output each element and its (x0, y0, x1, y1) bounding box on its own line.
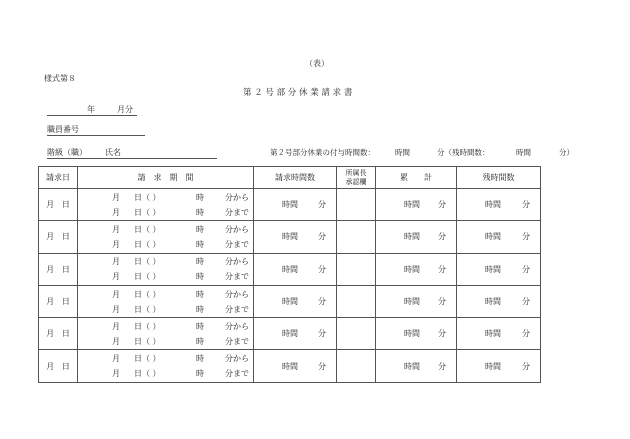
remaining-cell[interactable] (457, 350, 541, 382)
granted-hours-line (270, 147, 574, 159)
grade-label: 階級（職） (47, 148, 87, 157)
request-hours-cell[interactable] (254, 350, 337, 382)
form-number: 様式第８ (44, 74, 76, 83)
table-row (39, 318, 541, 350)
cell-text: 日 (61, 200, 70, 210)
cell-text: 分から (225, 257, 249, 267)
cell-text: 日（ ） (134, 239, 161, 249)
cell-text: 分 (522, 361, 530, 371)
cell-text: 日 (61, 361, 70, 371)
table-row (39, 285, 541, 317)
remaining-label: 分（残時間数： (437, 148, 490, 157)
cell-text: 分 (438, 200, 446, 210)
cell-text: 分まで (225, 336, 249, 346)
approval-label-1: 所属長 (345, 168, 367, 177)
cell-text: 分まで (225, 272, 249, 282)
approval-cell[interactable] (337, 318, 376, 350)
cumulative-cell[interactable] (376, 253, 457, 285)
cell-text: 分 (318, 232, 326, 242)
cell-text: 日（ ） (134, 257, 161, 267)
request-hours-cell[interactable] (254, 285, 337, 317)
hours-label: 時間 (395, 148, 410, 157)
cell-text: 日（ ） (134, 354, 161, 364)
request-hours-cell[interactable] (254, 318, 337, 350)
cell-text: 時間 (485, 297, 501, 307)
remaining-cell[interactable] (457, 318, 541, 350)
cell-text: 時間 (485, 264, 501, 274)
cell-text: 日（ ） (134, 224, 161, 234)
remaining-cell[interactable] (457, 221, 541, 253)
col-request-hours: 請求時間数 (254, 167, 337, 189)
cell-text: 分 (318, 297, 326, 307)
cell-text: 分 (318, 264, 326, 274)
cumulative-cell[interactable] (376, 221, 457, 253)
cell-text: 日（ ） (134, 321, 161, 331)
col-approval (337, 167, 376, 189)
cell-text: 月 (112, 369, 120, 379)
cell-text: 分 (438, 264, 446, 274)
cumulative-cell[interactable] (376, 285, 457, 317)
approval-cell[interactable] (337, 350, 376, 382)
approval-cell[interactable] (337, 189, 376, 221)
cell-text: 時間 (485, 232, 501, 242)
remaining-hours-label: 時間 (516, 148, 531, 157)
cell-text: 時間 (282, 297, 298, 307)
cell-text: 月 (112, 257, 120, 267)
year-label: 年 (87, 105, 95, 114)
year-month-field[interactable] (47, 104, 137, 116)
cell-text: 月 (46, 329, 55, 339)
request-period-cell[interactable] (78, 253, 254, 285)
col-request-date: 請求日 (39, 167, 78, 189)
request-date-cell[interactable] (39, 285, 78, 317)
cell-text: 分から (225, 321, 249, 331)
approval-cell[interactable] (337, 221, 376, 253)
request-period-cell[interactable] (78, 221, 254, 253)
table-row (39, 189, 541, 221)
table-row (39, 253, 541, 285)
cumulative-cell[interactable] (376, 189, 457, 221)
cell-text: 時 (196, 321, 204, 331)
side-label: （表） (305, 59, 329, 68)
cell-text: 分 (438, 329, 446, 339)
cell-text: 日 (61, 297, 70, 307)
cell-text: 時間 (404, 329, 420, 339)
cell-text: 分から (225, 354, 249, 364)
table-row (39, 350, 541, 382)
granted-hours-label: 第２号部分休業の付与時間数： (270, 148, 375, 157)
cell-text: 時間 (485, 329, 501, 339)
cell-text: 日 (61, 264, 70, 274)
cell-text: 月 (46, 361, 55, 371)
request-table (38, 166, 541, 383)
cell-text: 時 (196, 239, 204, 249)
cell-text: 月 (112, 321, 120, 331)
cell-text: 分 (318, 200, 326, 210)
cell-text: 時間 (282, 200, 298, 210)
cell-text: 時 (196, 369, 204, 379)
page-title: 第 ２ 号 部 分 休 業 請 求 書 (243, 88, 353, 98)
name-label: 氏名 (105, 148, 121, 157)
request-hours-cell[interactable] (254, 253, 337, 285)
request-hours-cell[interactable] (254, 189, 337, 221)
request-period-cell[interactable] (78, 350, 254, 382)
cell-text: 日（ ） (134, 304, 161, 314)
cell-text: 日（ ） (134, 192, 161, 202)
cell-text: 時 (196, 354, 204, 364)
cell-text: 分から (225, 224, 249, 234)
cell-text: 月 (112, 272, 120, 282)
cell-text: 分から (225, 192, 249, 202)
employee-number-label: 職員番号 (47, 125, 79, 134)
cell-text: 日（ ） (134, 289, 161, 299)
cell-text: 分まで (225, 207, 249, 217)
request-period-cell[interactable] (78, 285, 254, 317)
cell-text: 月 (112, 192, 120, 202)
cell-text: 時間 (485, 361, 501, 371)
cell-text: 日（ ） (134, 207, 161, 217)
cell-text: 月 (46, 200, 55, 210)
cell-text: 時 (196, 289, 204, 299)
cell-text: 月 (112, 354, 120, 364)
month-label: 月分 (117, 105, 133, 114)
cell-text: 月 (46, 264, 55, 274)
cell-text: 月 (112, 289, 120, 299)
cell-text: 時間 (282, 264, 298, 274)
cell-text: 分 (522, 200, 530, 210)
cell-text: 日 (61, 329, 70, 339)
col-request-period: 請 求 期 間 (78, 167, 254, 189)
cell-text: 時 (196, 304, 204, 314)
remaining-cell[interactable] (457, 253, 541, 285)
grade-name-field[interactable] (47, 147, 217, 159)
cell-text: 分 (522, 329, 530, 339)
request-date-cell[interactable] (39, 318, 78, 350)
cell-text: 時 (196, 336, 204, 346)
col-remaining: 残時間数 (457, 167, 541, 189)
approval-cell[interactable] (337, 253, 376, 285)
cumulative-cell[interactable] (376, 318, 457, 350)
request-period-cell[interactable] (78, 189, 254, 221)
request-date-cell[interactable] (39, 189, 78, 221)
cell-text: 時間 (404, 264, 420, 274)
cell-text: 分まで (225, 369, 249, 379)
approval-cell[interactable] (337, 285, 376, 317)
cell-text: 月 (112, 239, 120, 249)
request-date-cell[interactable] (39, 350, 78, 382)
remaining-minutes-label: 分） (559, 148, 574, 157)
cell-text: 分 (522, 297, 530, 307)
cell-text: 時間 (282, 232, 298, 242)
cell-text: 分 (522, 232, 530, 242)
cell-text: 分 (438, 232, 446, 242)
cell-text: 時間 (282, 361, 298, 371)
cell-text: 分 (438, 297, 446, 307)
cell-text: 時間 (404, 232, 420, 242)
cell-text: 時 (196, 224, 204, 234)
cell-text: 日 (61, 232, 70, 242)
cell-text: 月 (112, 224, 120, 234)
cell-text: 時 (196, 192, 204, 202)
cumulative-cell[interactable] (376, 350, 457, 382)
cell-text: 月 (112, 304, 120, 314)
cell-text: 時間 (404, 297, 420, 307)
cell-text: 時 (196, 207, 204, 217)
table-row (39, 221, 541, 253)
cell-text: 分 (318, 361, 326, 371)
cell-text: 分 (522, 264, 530, 274)
cell-text: 日（ ） (134, 272, 161, 282)
cell-text: 分まで (225, 239, 249, 249)
request-date-cell[interactable] (39, 221, 78, 253)
remaining-cell[interactable] (457, 189, 541, 221)
cell-text: 時間 (404, 361, 420, 371)
cell-text: 分 (438, 361, 446, 371)
cell-text: 時間 (404, 200, 420, 210)
request-date-cell[interactable] (39, 253, 78, 285)
employee-number-field[interactable] (47, 124, 145, 136)
col-cumulative: 累 計 (376, 167, 457, 189)
cell-text: 分から (225, 289, 249, 299)
cell-text: 月 (46, 297, 55, 307)
cell-text: 時間 (485, 200, 501, 210)
cell-text: 時間 (282, 329, 298, 339)
cell-text: 日（ ） (134, 336, 161, 346)
request-period-cell[interactable] (78, 318, 254, 350)
cell-text: 分まで (225, 304, 249, 314)
cell-text: 時 (196, 257, 204, 267)
cell-text: 時 (196, 272, 204, 282)
request-hours-cell[interactable] (254, 221, 337, 253)
remaining-cell[interactable] (457, 285, 541, 317)
cell-text: 月 (112, 336, 120, 346)
cell-text: 日（ ） (134, 369, 161, 379)
cell-text: 月 (112, 207, 120, 217)
cell-text: 月 (46, 232, 55, 242)
cell-text: 分 (318, 329, 326, 339)
approval-label-2: 承認欄 (345, 177, 367, 186)
